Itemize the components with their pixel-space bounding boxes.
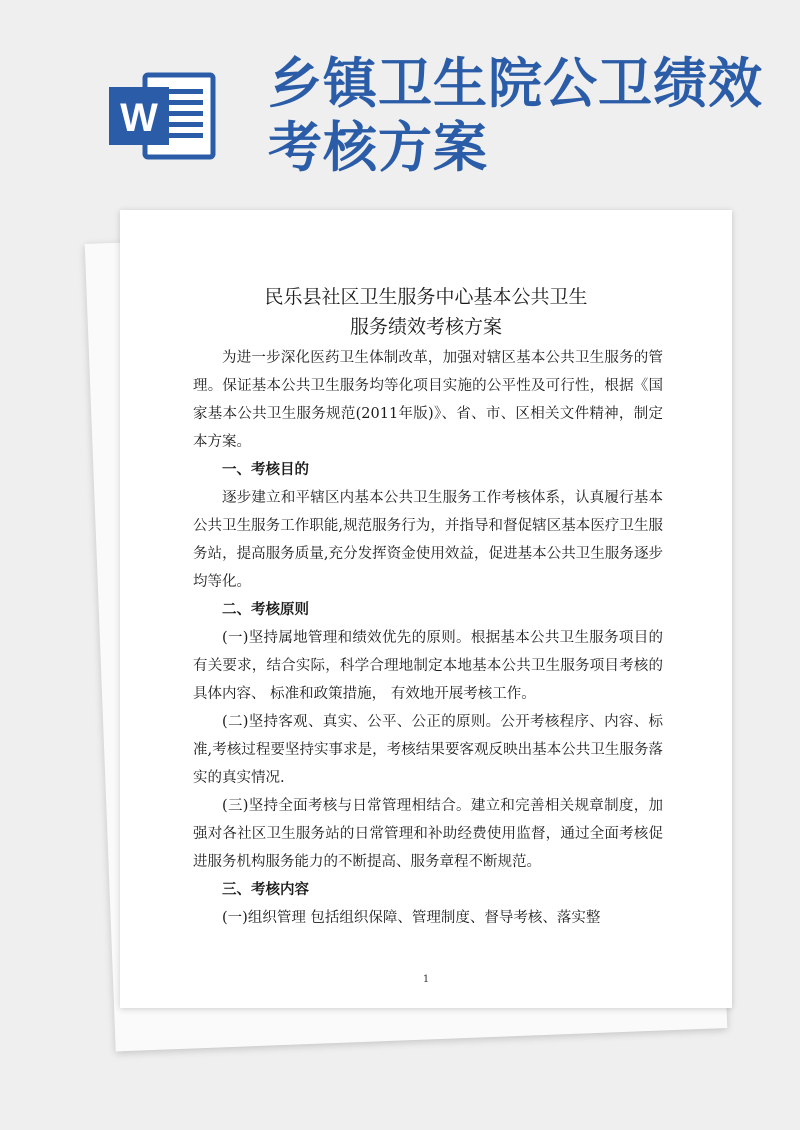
section-heading-principles: 二、考核原则 (222, 601, 309, 618)
document-title-line-1: 民乐县社区卫生服务中心基本公共卫生 (264, 286, 588, 308)
word-icon-letter: W (120, 96, 158, 140)
document-title (120, 282, 732, 342)
word-document-icon (107, 71, 217, 161)
document-body (193, 344, 663, 932)
document-title-line-2: 服务绩效考核方案 (349, 316, 502, 338)
section-heading-content: 三、考核内容 (222, 881, 309, 898)
paragraph-content-1: (一)组织管理 包括组织保障、管理制度、督导考核、落实整 (222, 910, 601, 926)
paragraph-principle-1: (一)坚持属地管理和绩效优先的原则。根据基本公共卫生服务项目的有关要求，结合实际，科学合理地制定本地基本公共卫生服务项目考核的具体内容、 标准和政策措施， 有效地开展考核工作。 (193, 630, 663, 702)
paragraph-purpose: 逐步建立和平辖区内基本公共卫生服务工作考核体系，认真履行基本公共卫生服务工作职能,规范服务行为，并指导和督促辖区基本医疗卫生服务站，提高服务质量,充分发挥资金使用效益，促进基本公共卫生服务逐步均等化。 (193, 490, 663, 590)
paragraph-principle-2: (二)坚持客观、真实、公平、公正的原则。公开考核程序、内容、标准,考核过程要坚持实事求是，考核结果要客观反映出基本公共卫生服务落实的真实情况. (193, 714, 663, 786)
paragraph-principle-3: (三)坚持全面考核与日常管理相结合。建立和完善相关规章制度，加强对各社区卫生服务站的日常管理和补助经费使用监督，通过全面考核促进服务机构服务能力的不断提高、服务章程不断规范。 (193, 798, 663, 870)
document-page (120, 210, 732, 1008)
page-number: 1 (422, 974, 430, 985)
section-heading-purpose: 一、考核目的 (222, 461, 309, 478)
banner-title: 乡镇卫生院公卫绩效考核方案 (268, 52, 763, 179)
paragraph-intro: 为进一步深化医药卫生体制改革，加强对辖区基本公共卫生服务的管理。保证基本公共卫生服务均等化项目实施的公平性及可行性，根据《国家基本公共卫生服务规范(2011年版)》、省、市、区相关文件精神，制定本方案。 (193, 350, 663, 450)
